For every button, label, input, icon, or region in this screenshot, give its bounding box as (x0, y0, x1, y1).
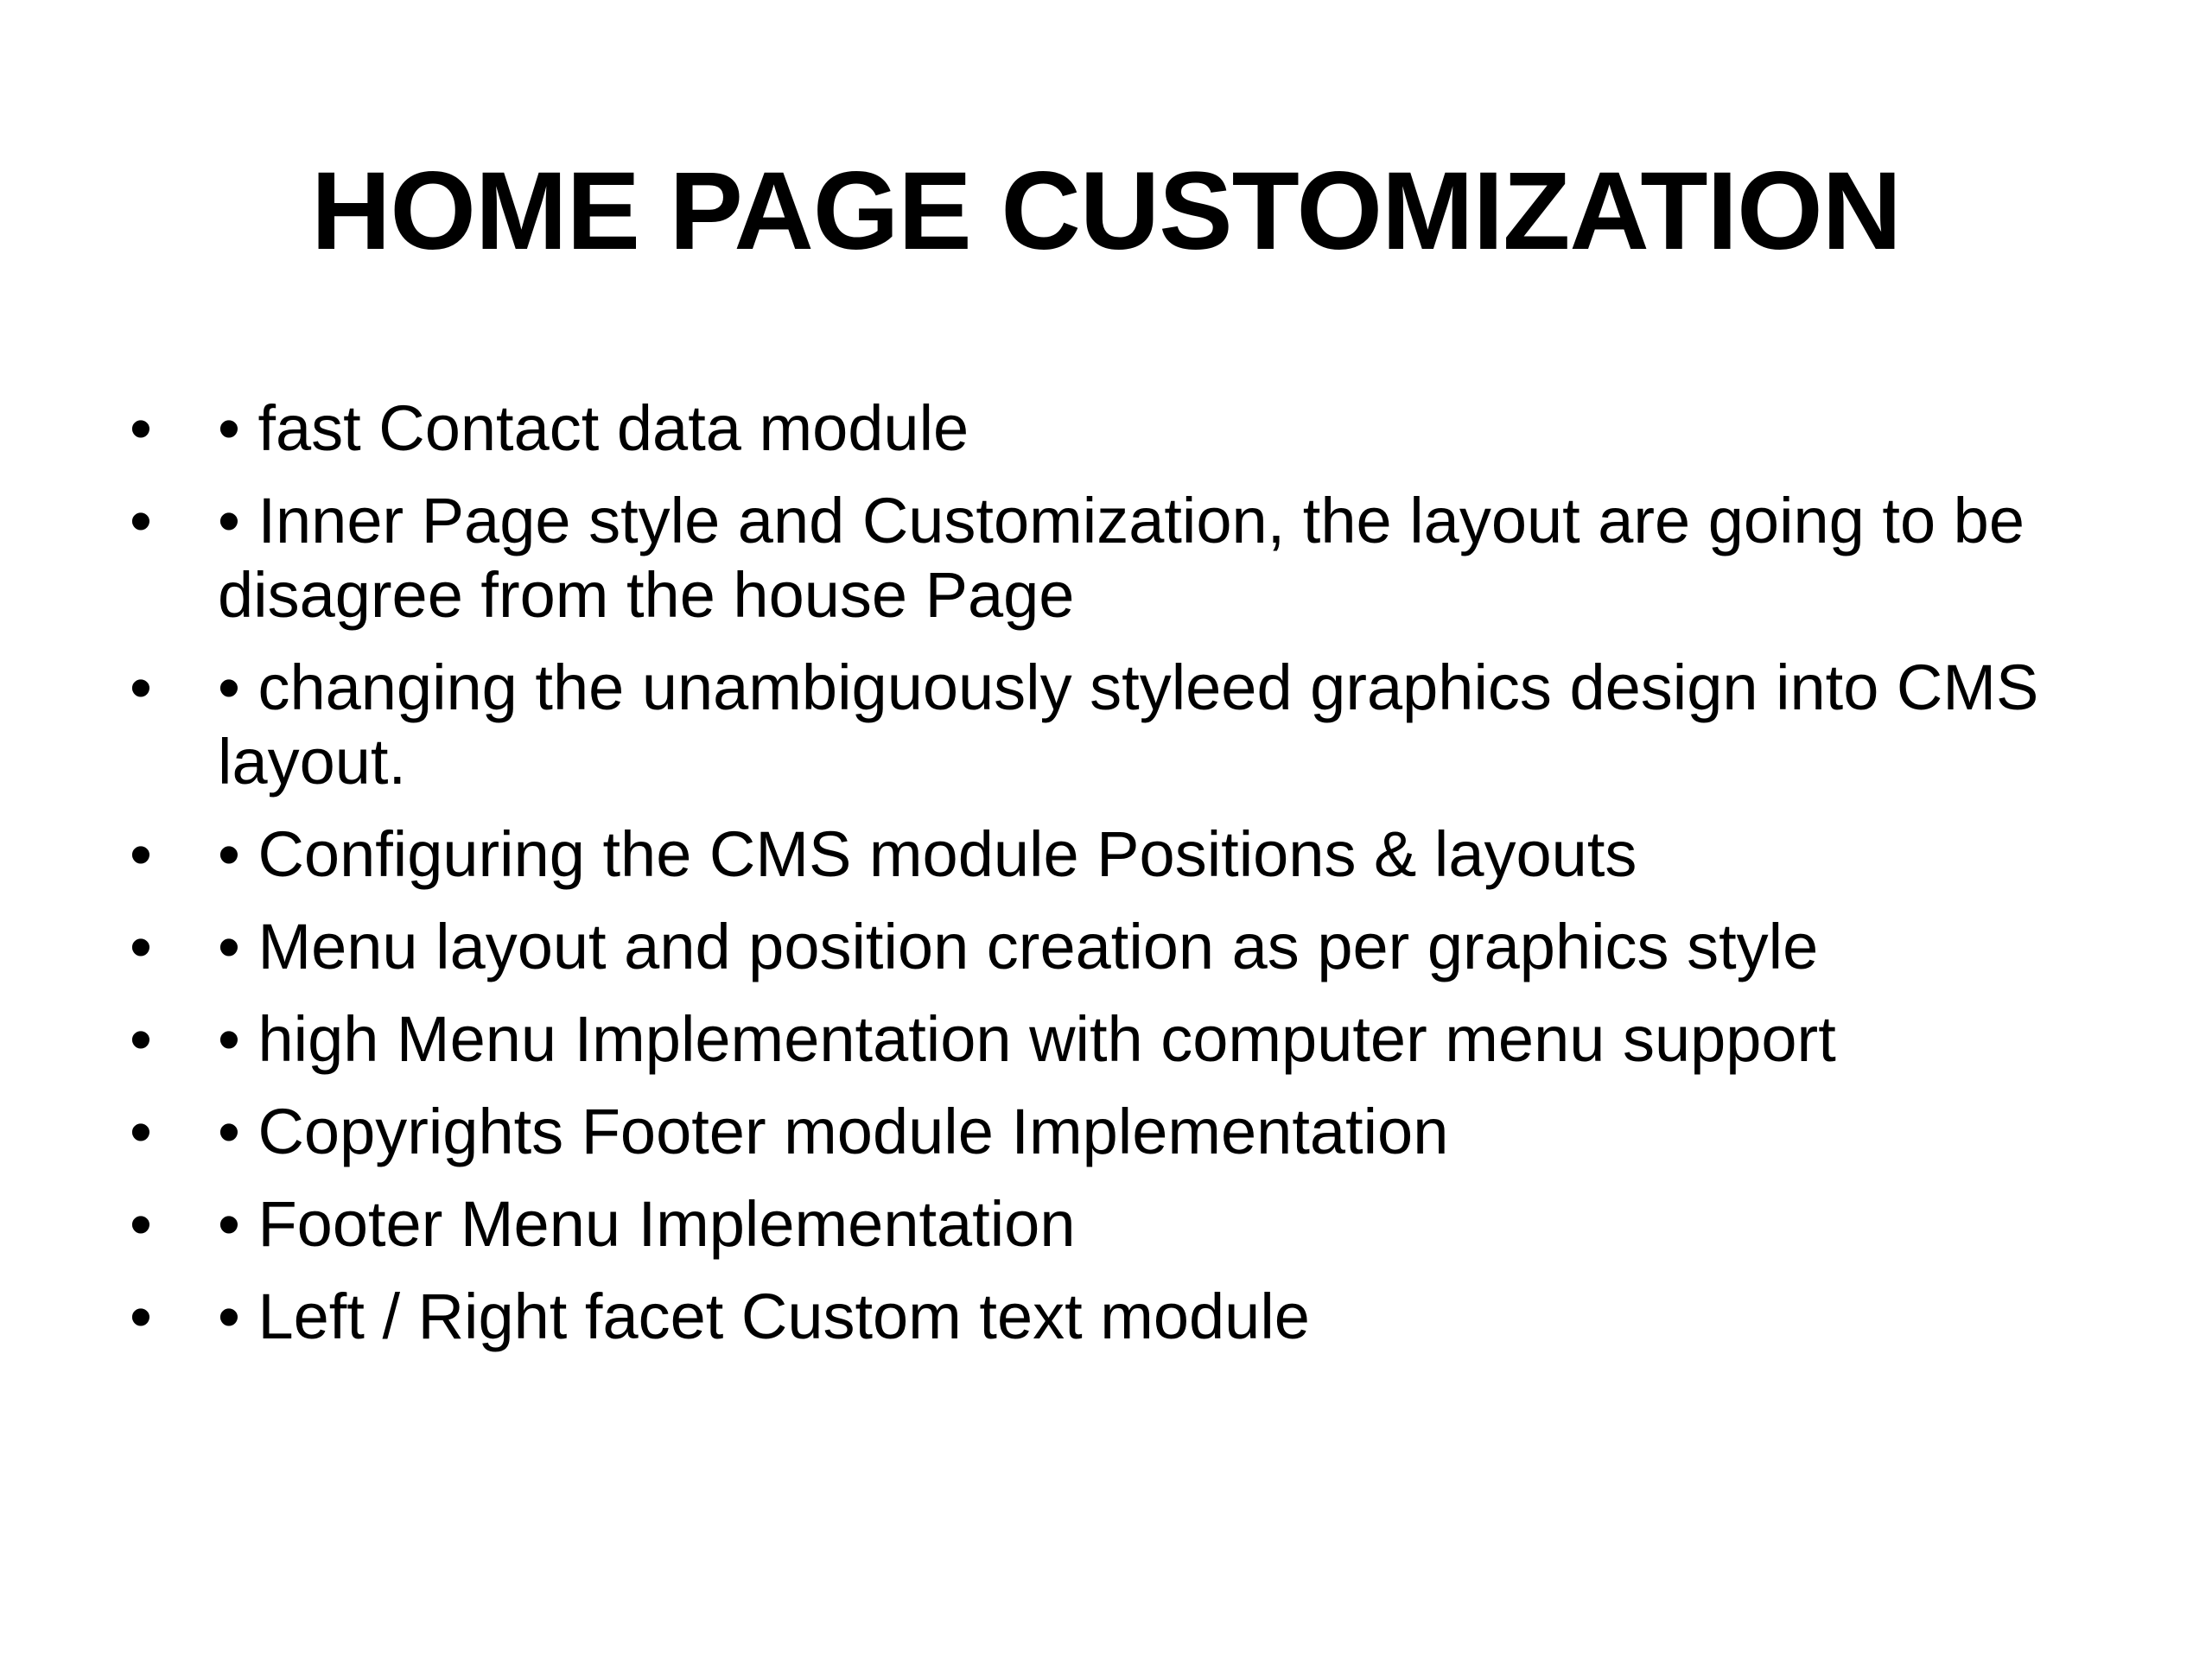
bullet-list (121, 391, 2108, 1372)
bullet-marker: • (130, 1003, 152, 1075)
list-item-text: • changing the unambiguously styleed graphics design into CMS layout. (218, 652, 2039, 798)
list-item-text: • Copyrights Footer module Implementation (218, 1096, 1449, 1167)
list-item (121, 910, 2108, 984)
list-item-text: • Menu layout and position creation as per graphics style (218, 911, 1819, 982)
list-item-text: • fast Contact data module (218, 392, 969, 464)
list-item (121, 1280, 2108, 1354)
list-item-text: • Configuring the CMS module Positions & layouts (218, 818, 1637, 890)
bullet-marker: • (130, 392, 152, 464)
list-item (121, 651, 2108, 799)
bullet-marker: • (130, 911, 152, 982)
bullet-marker: • (130, 485, 152, 556)
bullet-marker: • (130, 1096, 152, 1167)
list-item-text: • Left / Right facet Custom text module (218, 1281, 1310, 1352)
list-item (121, 391, 2108, 466)
slide-title: HOME PAGE CUSTOMIZATION (310, 149, 1902, 273)
list-item-text: • Footer Menu Implementation (218, 1188, 1076, 1260)
list-item (121, 1002, 2108, 1077)
list-item (121, 484, 2108, 632)
bullet-marker: • (130, 652, 152, 723)
list-item (121, 817, 2108, 892)
list-item-text: • Inner Page style and Customization, the layout are going to be disagree from the house Page (218, 485, 2024, 631)
list-item (121, 1187, 2108, 1262)
list-item (121, 1095, 2108, 1169)
bullet-marker: • (130, 1281, 152, 1352)
bullet-marker: • (130, 1188, 152, 1260)
bullet-marker: • (130, 818, 152, 890)
list-item-text: • high Menu Implementation with computer menu support (218, 1003, 1836, 1075)
